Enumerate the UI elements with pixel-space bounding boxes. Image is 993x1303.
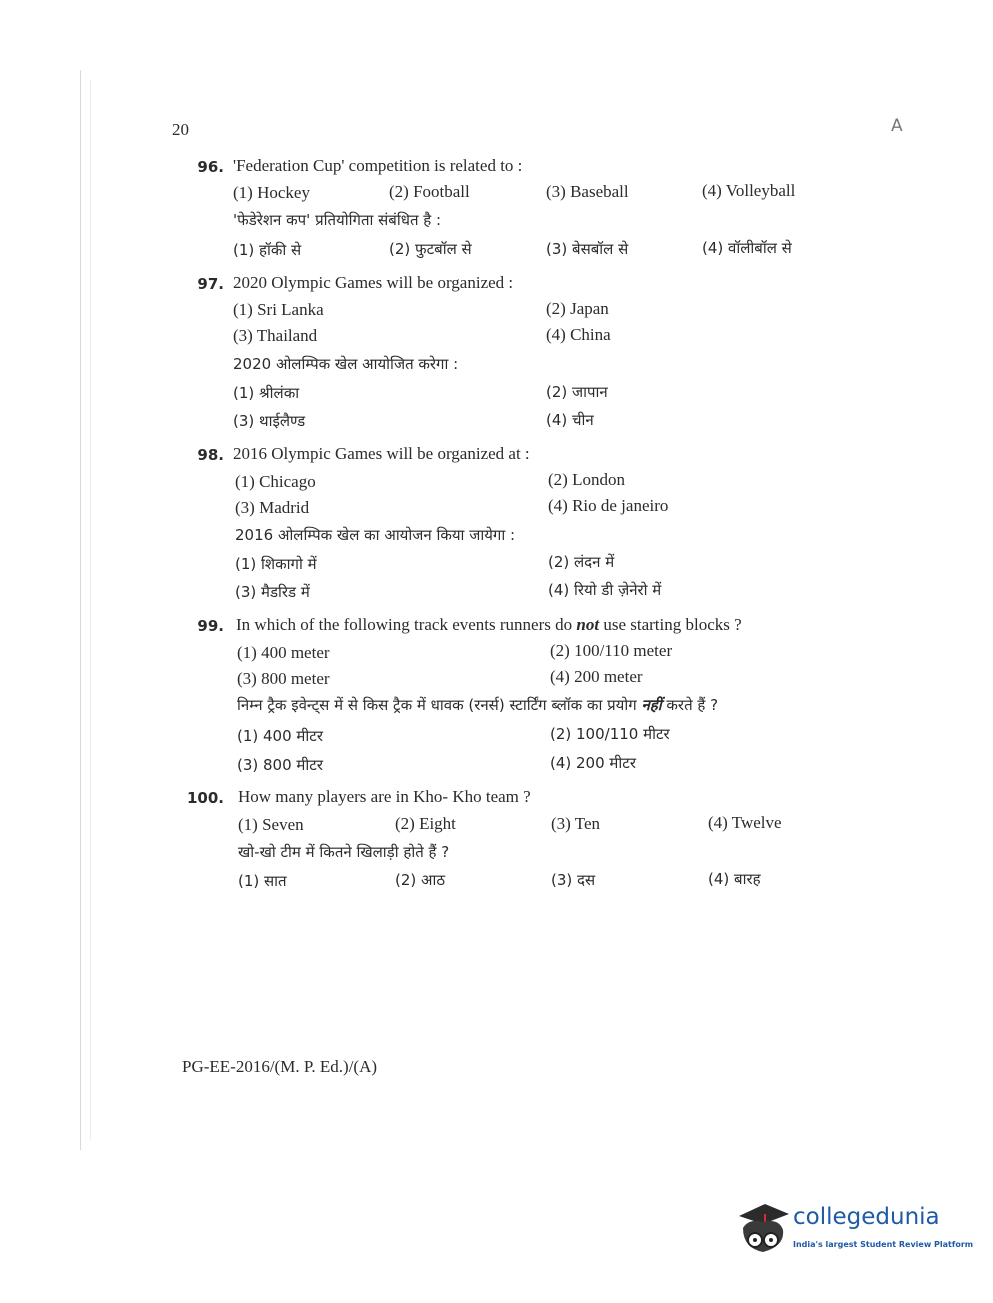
option-hi: (2) 100/110 मीटर: [550, 725, 670, 743]
option-hi: (3) मैडरिड में: [235, 583, 310, 601]
question-text-en: In which of the following track events runners do not use starting blocks ?: [236, 615, 742, 634]
option-en: (3) Ten: [551, 814, 601, 833]
question-number: 99.: [197, 617, 224, 635]
option-en: (2) Football: [389, 182, 470, 201]
option-en: (4) Rio de janeiro: [548, 496, 669, 515]
option-hi: (2) लंदन में: [548, 553, 615, 571]
option-en: (3) Madrid: [235, 498, 310, 517]
option-en: (1) 400 meter: [237, 643, 330, 662]
collegedunia-logo: [735, 1198, 974, 1260]
question-text-en: 2020 Olympic Games will be organized :: [233, 273, 514, 292]
question-number: 96.: [197, 158, 224, 176]
emphasis-nahi: नहीं: [641, 696, 662, 714]
question-text-hi: 2016 ओलम्पिक खेल का आयोजन किया जायेगा :: [235, 526, 516, 544]
page-number: 20: [172, 120, 189, 139]
option-en: (3) 800 meter: [237, 669, 330, 688]
question-number: 98.: [197, 446, 224, 464]
paper-code: PG-EE-2016/(M. P. Ed.)/(A): [182, 1057, 378, 1076]
option-hi: (4) 200 मीटर: [550, 754, 636, 772]
option-en: (3) Baseball: [546, 182, 629, 201]
brand-tagline: India's largest Student Review Platform: [793, 1240, 974, 1249]
option-hi: (3) थाईलैण्ड: [233, 412, 306, 430]
option-hi: (3) 800 मीटर: [237, 756, 323, 774]
question-text-hi: 'फेडेरेशन कप' प्रतियोगिता संबंधित है :: [233, 211, 442, 229]
option-hi: (1) श्रीलंका: [233, 384, 300, 402]
option-en: (4) Volleyball: [702, 181, 796, 200]
question-number: 100.: [186, 789, 224, 807]
option-hi: (2) फुटबॉल से: [389, 240, 472, 258]
option-hi: (1) 400 मीटर: [237, 727, 323, 745]
question-text-hi: निम्न ट्रैक इवेन्ट्स में से किस ट्रैक में धावक (रनर्स) स्टार्टिंग ब्लॉक का प्रयोग नहीं करते हैं ?: [237, 696, 719, 714]
option-en: (2) Eight: [395, 814, 456, 833]
option-en: (3) Thailand: [233, 326, 318, 345]
option-hi: (4) वॉलीबॉल से: [702, 239, 792, 257]
option-hi: (4) रियो डी ज़ेनेरो में: [548, 581, 662, 599]
emphasis-not: not: [576, 615, 600, 634]
option-en: (2) 100/110 meter: [550, 641, 673, 660]
question-text-hi: 2020 ओलम्पिक खेल आयोजित करेगा :: [233, 355, 459, 373]
question-text-hi: खो-खो टीम में कितने खिलाड़ी होते हैं ?: [238, 843, 450, 861]
option-en: (4) 200 meter: [550, 667, 643, 686]
mascot-icon: [735, 1198, 791, 1260]
option-en: (1) Sri Lanka: [233, 300, 324, 319]
brand-name: collegedunia: [793, 1204, 940, 1230]
option-en: (2) Japan: [546, 299, 609, 318]
binding-edge-line: [90, 80, 91, 1140]
binding-edge-line: [80, 70, 81, 1150]
option-hi: (3) बेसबॉल से: [546, 240, 629, 258]
set-code: A: [891, 116, 903, 136]
question-text-en: 'Federation Cup' competition is related to :: [233, 156, 523, 175]
option-en: (1) Chicago: [235, 472, 316, 491]
option-hi: (3) दस: [551, 871, 596, 889]
option-hi: (1) सात: [238, 872, 287, 890]
option-hi: (1) हॉकी से: [233, 241, 302, 259]
option-hi: (2) आठ: [395, 871, 446, 889]
option-hi: (2) जापान: [546, 383, 608, 401]
option-hi: (4) चीन: [546, 411, 594, 429]
option-en: (1) Seven: [238, 815, 304, 834]
question-text-en: How many players are in Kho- Kho team ?: [238, 787, 531, 806]
option-en: (4) China: [546, 325, 611, 344]
option-en: (2) London: [548, 470, 625, 489]
option-en: (1) Hockey: [233, 183, 310, 202]
option-en: (4) Twelve: [708, 813, 782, 832]
question-text-en: 2016 Olympic Games will be organized at :: [233, 444, 530, 463]
option-hi: (1) शिकागो में: [235, 555, 317, 573]
question-number: 97.: [197, 275, 224, 293]
option-hi: (4) बारह: [708, 870, 761, 888]
